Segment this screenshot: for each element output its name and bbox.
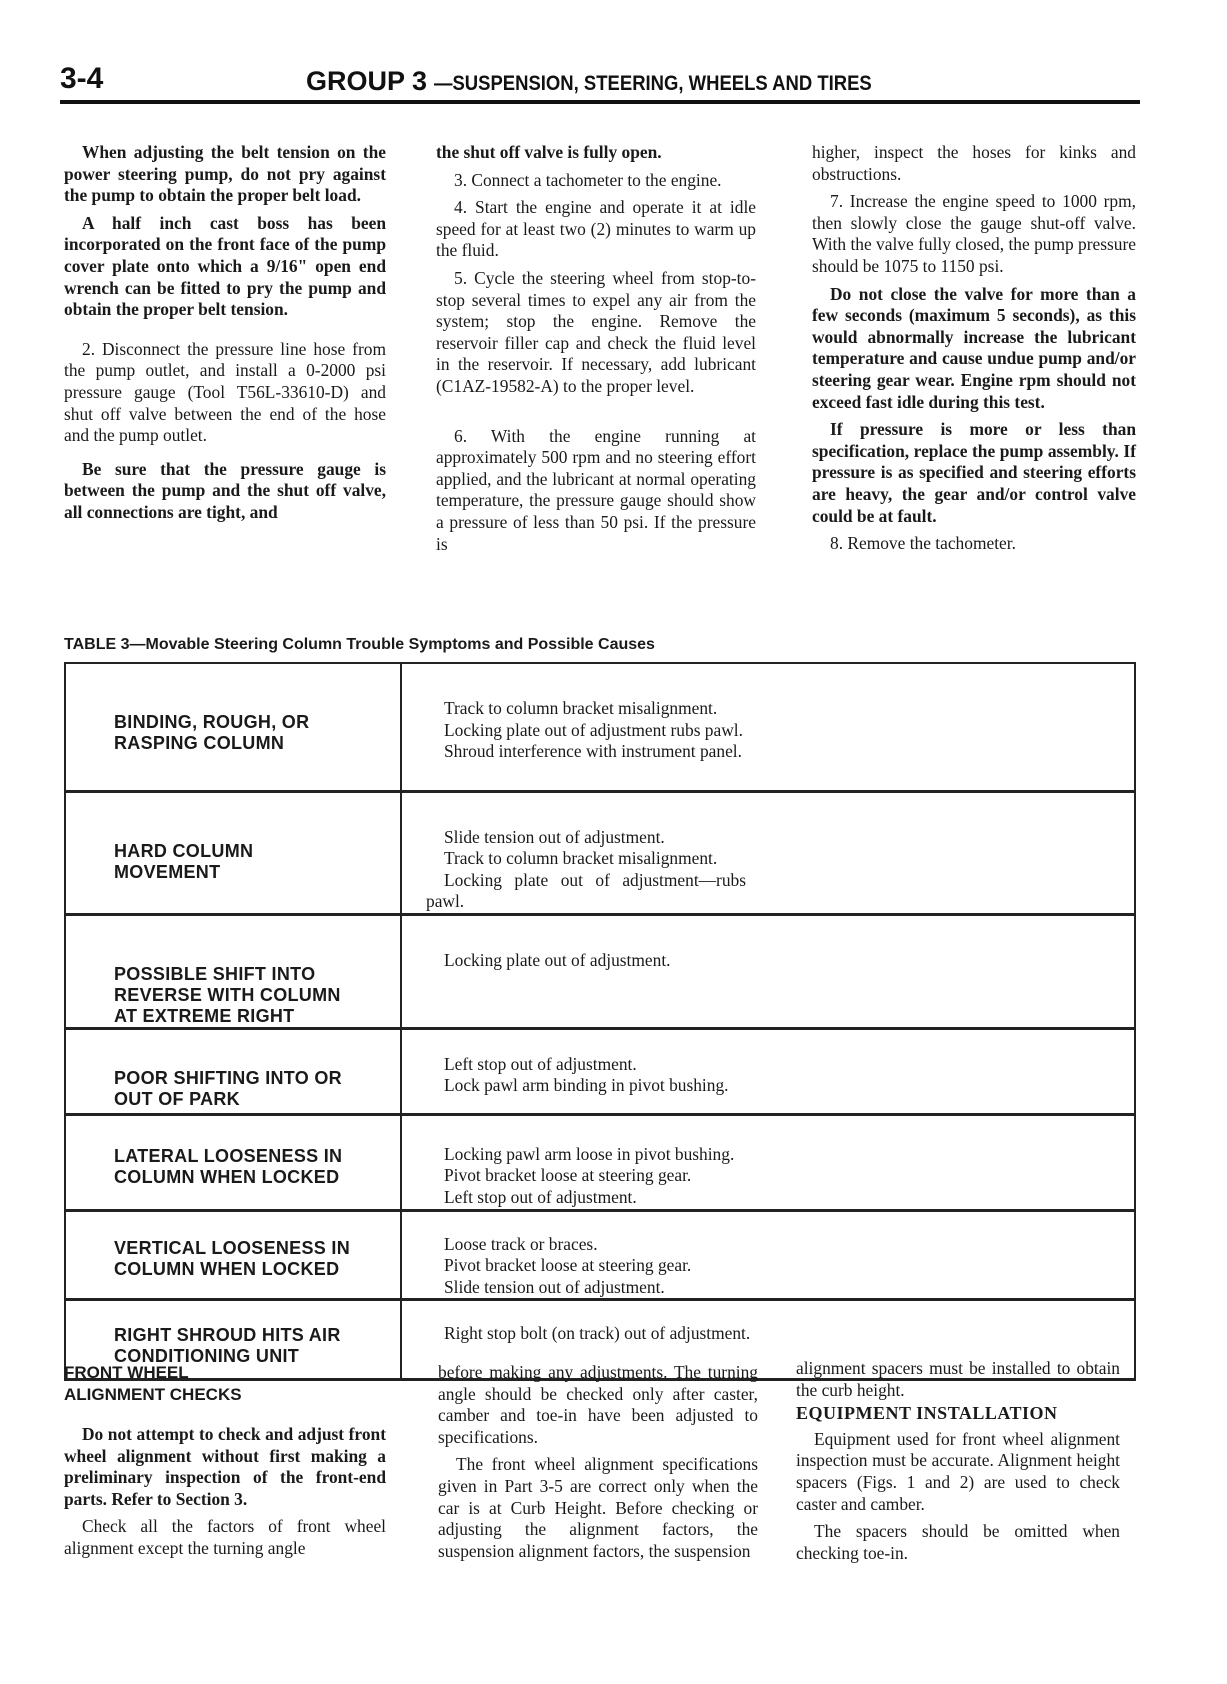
table-row: [65, 1210, 1135, 1300]
symptom-line: COLUMN WHEN LOCKED: [114, 1258, 340, 1279]
paragraph: 4. Start the engine and operate it at idle speed for at least two (2) minutes to warm up the fluid.: [436, 197, 756, 261]
page-number: 3-4: [60, 62, 104, 95]
table-row: [65, 1028, 1135, 1114]
symptom-line: VERTICAL LOOSENESS IN: [114, 1237, 351, 1258]
symptom-line: RIGHT SHROUD HITS AIR: [114, 1325, 341, 1346]
cause-primary: [426, 827, 766, 870]
cause-line: Slide tension out of adjustment.: [444, 1276, 665, 1297]
cause-primary: [426, 1323, 766, 1345]
paragraph: The spacers should be omitted when checking toe-in.: [796, 1521, 1120, 1563]
cause-line: Pivot bracket loose at steering gear.: [444, 1165, 692, 1186]
paragraph: Equipment used for front wheel alignment inspection must be accurate. Alignment height spacers (Figs. 1 and 2) are used to check caster and camber.: [796, 1428, 1120, 1514]
paragraph: the shut off valve is fully open.: [436, 142, 662, 162]
symptom-line: OUT OF PARK: [114, 1088, 240, 1109]
group-title: [306, 66, 931, 97]
table-title: TABLE 3—Movable Steering Column Trouble Symptoms and Possible Causes: [64, 636, 655, 653]
cause-primary: [426, 950, 766, 972]
symptom-line: POSSIBLE SHIFT INTO: [114, 963, 316, 984]
cause-line: Left stop out of adjustment.: [444, 1053, 637, 1074]
paragraph: If pressure is more or less than specification, replace the pump assembly. If pressure is as specified and steering efforts are heavy, the gear and/or control valve could be at fault.: [812, 419, 1136, 526]
symptom-line: CONDITIONING UNIT: [114, 1346, 300, 1367]
cause-line: Lock pawl arm binding in pivot bushing.: [444, 1075, 729, 1096]
cause-cell: [401, 791, 1135, 914]
cause-line: Left stop out of adjustment.: [444, 1187, 637, 1208]
cause-cell: [401, 1210, 1135, 1300]
cause-line: Locking plate out of adjustment rubs pawl.: [444, 719, 743, 740]
paragraph: Do not attempt to check and adjust front wheel alignment without first making a preliminary inspection of the front-end parts. Refer to Section 3.: [64, 1424, 386, 1509]
cause-primary: [426, 1144, 766, 1166]
cause-primary: [426, 698, 766, 720]
page-header: [60, 60, 1140, 104]
paragraph: 5. Cycle the steering wheel from stop-to-stop several times to expel any air from the system; stop the engine. Remove the reservoir filler cap and check the fluid level in the reservoir. If necessary, add lubricant (C1AZ-19582-A) to the proper level.: [436, 267, 756, 396]
cause-line: Pivot bracket loose at steering gear.: [444, 1255, 692, 1276]
symptom-line: AT EXTREME RIGHT: [114, 1005, 295, 1026]
table-row: [65, 1114, 1135, 1210]
cause-line: Loose track or braces.: [444, 1233, 598, 1254]
cause-secondary: [426, 1165, 746, 1208]
symptom-cell: [65, 914, 401, 1028]
cause-line: Locking pawl arm loose in pivot bushing.: [444, 1143, 735, 1164]
paragraph: The front wheel alignment specifications given in Part 3-5 are correct only when the car is at Curb Height. Before checking or adjusting the alignment factors, the suspension alignment factors, the suspension: [438, 1454, 758, 1561]
paragraph: 3. Connect a tachometer to the engine.: [454, 169, 722, 190]
paragraph: Check all the factors of front wheel alignment except the turning angle: [64, 1516, 386, 1558]
table-row: [65, 914, 1135, 1028]
symptom-line: COLUMN WHEN LOCKED: [114, 1166, 340, 1187]
cause-line: Track to column bracket misalignment.: [444, 848, 718, 869]
symptom-cell: [65, 1114, 401, 1210]
top-column-2: [436, 142, 756, 561]
cause-cell: [401, 914, 1135, 1028]
cause-cell: [401, 663, 1135, 791]
symptom-line: POOR SHIFTING INTO OR: [114, 1067, 342, 1088]
cause-cell: [401, 1028, 1135, 1114]
group-subtitle: —SUSPENSION, STEERING, WHEELS AND TIRES: [433, 72, 872, 95]
cause-cell: [401, 1114, 1135, 1210]
symptom-line: REVERSE WITH COLUMN: [114, 984, 341, 1005]
paragraph: before making any adjustments. The turning angle should be checked only after caster, camber and toe-in have been adjusted to specifications.: [438, 1362, 758, 1447]
bottom-column-1: [64, 1362, 386, 1566]
cause-secondary: [426, 870, 746, 913]
cause-line: Right stop bolt (on track) out of adjustment.: [444, 1323, 751, 1344]
symptom-line: MOVEMENT: [114, 861, 221, 882]
top-column-1: [64, 142, 386, 530]
top-column-3: [812, 142, 1136, 561]
cause-line: Locking plate out of adjustment.: [444, 949, 671, 970]
paragraph: When adjusting the belt tension on the power steering pump, do not pry against the pump to obtain the proper belt load.: [64, 142, 386, 206]
cause-primary: [426, 1054, 766, 1076]
symptom-cell: [65, 1028, 401, 1114]
cause-line: Shroud interference with instrument panel.: [444, 741, 742, 762]
bottom-column-2: [438, 1362, 758, 1568]
cause-secondary: [426, 1277, 746, 1299]
heading-line: ALIGNMENT CHECKS: [64, 1385, 242, 1404]
symptom-cell: [65, 1210, 401, 1300]
symptom-cell: [65, 791, 401, 914]
paragraph: higher, inspect the hoses for kinks and obstructions.: [812, 142, 1136, 184]
paragraph: A half inch cast boss has been incorporated on the front face of the pump cover plate onto which a 9/16" open end wrench can be fitted to pry the pump and obtain the proper belt tension.: [64, 212, 386, 320]
section-heading: EQUIPMENT INSTALLATION: [796, 1403, 1058, 1424]
table-row: [65, 663, 1135, 791]
paragraph: 7. Increase the engine speed to 1000 rpm, then slowly close the gauge shut-off valve. With the valve fully closed, the pump pressure should be 1075 to 1150 psi.: [812, 191, 1136, 276]
paragraph: alignment spacers must be installed to obtain the curb height.: [796, 1358, 1120, 1400]
paragraph: Do not close the valve for more than a few seconds (maximum 5 seconds), as this would abnormally increase the lubricant temperature and cause undue pump and/or steering gear wear. Engine rpm should not exceed fast idle during this test.: [812, 283, 1136, 412]
cause-primary: [426, 1234, 766, 1277]
symptom-line: HARD COLUMN: [114, 840, 254, 861]
paragraph: Be sure that the pressure gauge is between the pump and the shut off valve, all connections are tight, and: [64, 458, 386, 522]
table-row: [65, 791, 1135, 914]
section-heading: [64, 1362, 386, 1406]
group-label: GROUP 3: [306, 66, 428, 96]
cause-secondary: [426, 1075, 746, 1097]
symptom-line: LATERAL LOOSENESS IN: [114, 1145, 343, 1166]
cause-line: Slide tension out of adjustment.: [444, 826, 665, 847]
symptom-line: BINDING, ROUGH, OR: [114, 712, 310, 732]
cause-secondary: [426, 720, 746, 763]
symptom-cell: [65, 663, 401, 791]
cause-line: Locking plate out of adjustment—rubs pawl.: [426, 869, 746, 912]
symptom-line: RASPING COLUMN: [114, 733, 285, 753]
paragraph: 6. With the engine running at approximately 500 rpm and no steering effort applied, and the lubricant at normal operating temperature, the pressure gauge should show a pressure of less than 50 psi. If the pressure is: [436, 425, 756, 554]
heading-line: FRONT WHEEL: [64, 1363, 189, 1382]
cause-line: Track to column bracket misalignment.: [444, 698, 718, 718]
paragraph: 8. Remove the tachometer.: [830, 533, 1016, 554]
paragraph: 2. Disconnect the pressure line hose from the pump outlet, and install a 0-2000 psi pressure gauge (Tool T56L-33610-D) and shut off valve between the end of the hose and the pump outlet.: [64, 338, 386, 446]
bottom-column-3: [796, 1358, 1120, 1570]
trouble-table: [64, 662, 1136, 1381]
